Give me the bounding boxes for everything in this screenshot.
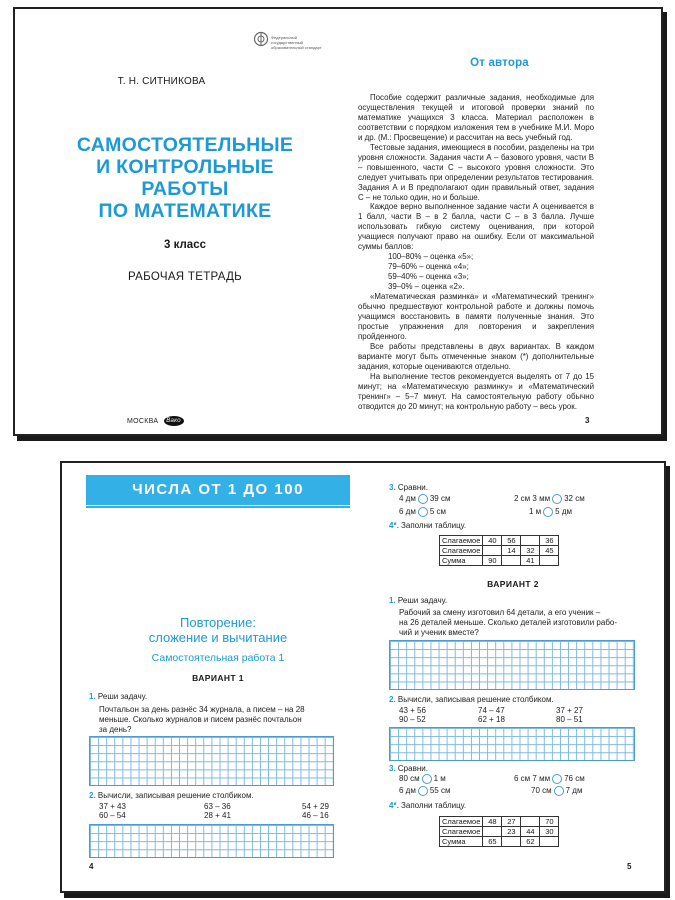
task-label: Вычисли, записывая решение столбиком. xyxy=(397,695,554,704)
title-page xyxy=(15,9,338,434)
sum-table xyxy=(439,816,559,847)
bottom-spread xyxy=(60,461,666,893)
fgos-logo-text: Федеральный государственный образовательный стандарт xyxy=(271,35,322,50)
topic-line: сложение и вычитание xyxy=(148,630,288,645)
compare-item xyxy=(399,786,450,796)
table-row xyxy=(440,817,559,827)
compare-item xyxy=(514,494,585,504)
task-label: Реши задачу. xyxy=(97,692,148,701)
task-2 xyxy=(89,791,254,801)
banner-underline xyxy=(86,506,350,508)
compare-value: 2 см 3 мм xyxy=(514,494,551,504)
title-line: И КОНТРОЛЬНЫЕ xyxy=(96,156,274,178)
task-1 xyxy=(89,692,147,702)
foreword-paragraph: Пособие содержит различные задания, необходимые для осуществления текущей и итоговой проверки знаний по математике учащихся 3 класса. Материал расположен в соответствии с порядком изложения тем в учебнике М.И. Моро и др. (М.: Просвещение) и рассчитан на весь учебный год. xyxy=(358,93,594,142)
row-label: Слагаемое xyxy=(440,817,483,827)
row-label: Слагаемое xyxy=(440,546,483,556)
task-label: Сравни. xyxy=(397,483,428,492)
task-3 xyxy=(389,483,428,493)
sum-table xyxy=(439,535,559,566)
compare-value: 76 см xyxy=(564,774,585,784)
page-5 xyxy=(363,463,664,891)
compare-value: 55 см xyxy=(429,786,451,796)
table-cell[interactable]: 70 xyxy=(540,817,559,827)
title-line: РАБОТЫ xyxy=(141,178,229,200)
compare-circle[interactable] xyxy=(552,494,562,504)
task-number: 2. xyxy=(89,791,96,800)
page-number: 3 xyxy=(585,416,590,425)
variant-heading: ВАРИАНТ 1 xyxy=(192,673,244,683)
expr: 62 + 18 xyxy=(478,715,505,724)
answer-grid[interactable] xyxy=(389,640,635,690)
row-label: Слагаемое xyxy=(440,827,483,837)
work-title: Самостоятельная работа 1 xyxy=(151,652,285,664)
table-cell[interactable]: 45 xyxy=(540,546,559,556)
task-number: 1. xyxy=(89,692,96,701)
fgos-logo-icon xyxy=(253,31,269,61)
row-label: Слагаемое xyxy=(440,536,483,546)
grading-item: 100–80% – оценка «5»; xyxy=(388,252,474,262)
task-text-line: Почтальон за день разнёс 34 журнала, а писем – на 28 xyxy=(99,705,305,714)
grade-label: 3 класс xyxy=(164,239,206,251)
compare-item xyxy=(529,507,572,517)
task-number: 2. xyxy=(389,695,396,704)
compare-value: 32 см xyxy=(564,494,585,504)
compare-circle[interactable] xyxy=(552,774,562,784)
compare-circle[interactable] xyxy=(554,786,564,796)
grading-item: 39–0% – оценка «2». xyxy=(388,282,465,292)
expr: 37 + 27 xyxy=(556,706,583,715)
compare-item xyxy=(399,774,446,784)
publisher-logo: Вако xyxy=(164,416,184,426)
task-label: Заполни таблицу. xyxy=(401,521,467,530)
compare-value: 70 см xyxy=(531,786,552,796)
compare-value: 6 дм xyxy=(399,786,416,796)
compare-value: 7 дм xyxy=(565,786,583,796)
row-label: Сумма xyxy=(440,837,483,847)
table-cell[interactable]: 56 xyxy=(502,536,521,546)
foreword-heading: От автора xyxy=(470,57,529,69)
task-label: Реши задачу. xyxy=(397,596,448,605)
table-cell[interactable]: 36 xyxy=(540,536,559,546)
task-1 xyxy=(389,596,447,606)
foreword-paragraph: «Математическая разминка» и «Математический тренинг» обычно предшествуют контрольной работе и должны помочь учащимся восстановить в памяти полученные знания. Это простые упражнения для повторения и закрепления пройденного. xyxy=(358,292,594,341)
variant-heading: ВАРИАНТ 2 xyxy=(487,579,539,589)
page-number: 5 xyxy=(627,862,632,871)
grading-item: 59–40% – оценка «3»; xyxy=(388,272,469,282)
table-cell[interactable]: 90 xyxy=(483,556,502,566)
table-cell[interactable]: 32 xyxy=(521,546,540,556)
answer-grid[interactable] xyxy=(389,727,635,761)
answer-grid[interactable] xyxy=(89,824,334,858)
table-cell[interactable]: 23 xyxy=(502,827,521,837)
compare-circle[interactable] xyxy=(543,507,553,517)
answer-grid[interactable] xyxy=(89,736,334,786)
foreword-paragraph: Все работы представлены в двух вариантах. В каждом варианте могут быть отмеченные знаком (*) дополнительные задания, которые оцениваются отдельно. xyxy=(358,341,594,371)
expr: 90 – 52 xyxy=(399,715,426,724)
foreword-paragraph: Каждое верно выполненное задание части А оценивается в 1 балл, части В – в 2 балла, части С – в 3 балла. Лучше использовать гибкую систему оценивания, при которой учащиеся получают право на ошибку. Если от максимальной суммы баллов: xyxy=(358,202,594,252)
task-text-line: на 26 деталей меньше. Сколько деталей изготовили рабо- xyxy=(399,618,618,627)
table-cell[interactable]: 41 xyxy=(521,556,540,566)
table-cell[interactable] xyxy=(502,556,521,566)
publisher-line xyxy=(127,416,184,426)
expr: 63 – 36 xyxy=(204,802,231,811)
task-number: 3. xyxy=(389,483,396,492)
book-title xyxy=(35,134,335,222)
compare-value: 1 м xyxy=(529,507,542,517)
table-cell[interactable] xyxy=(540,556,559,566)
table-cell[interactable] xyxy=(502,837,521,847)
task-text-line: Рабочий за смену изготовил 64 детали, а его ученик – xyxy=(399,608,601,617)
compare-circle[interactable] xyxy=(418,507,428,517)
task-1-text xyxy=(99,705,331,735)
author-foreword-page xyxy=(338,9,661,434)
table-row xyxy=(440,556,559,566)
table-cell[interactable]: 40 xyxy=(483,536,502,546)
task-number: 4*. xyxy=(389,521,399,530)
compare-value: 4 дм xyxy=(399,494,416,504)
compare-value: 1 м xyxy=(433,774,446,784)
table-cell[interactable]: 65 xyxy=(483,837,502,847)
task-number: 1. xyxy=(389,596,396,605)
expr: 43 + 56 xyxy=(399,706,426,715)
expr: 80 – 51 xyxy=(556,715,583,724)
table-cell[interactable] xyxy=(483,546,502,556)
author-name: Т. Н. СИТНИКОВА xyxy=(117,76,206,87)
expr: 28 + 41 xyxy=(204,811,231,820)
task-label: Сравни. xyxy=(397,764,428,773)
compare-item xyxy=(399,494,450,504)
table-cell[interactable] xyxy=(483,827,502,837)
table-row xyxy=(440,546,559,556)
topic-title xyxy=(86,615,350,645)
expr: 46 – 16 xyxy=(302,811,329,820)
compare-value: 5 см xyxy=(429,507,447,517)
compare-item xyxy=(514,774,585,784)
city-label: МОСКВА xyxy=(127,417,159,425)
grading-item: 79–60% – оценка «4»; xyxy=(388,262,469,272)
task-1-text xyxy=(399,608,635,638)
table-cell[interactable]: 48 xyxy=(483,817,502,827)
task-4 xyxy=(389,801,466,811)
section-banner: ЧИСЛА ОТ 1 ДО 100 xyxy=(86,475,350,505)
compare-circle[interactable] xyxy=(422,774,432,784)
compare-item xyxy=(531,786,582,796)
table-cell[interactable]: 44 xyxy=(521,827,540,837)
table-row xyxy=(440,536,559,546)
table-cell[interactable]: 30 xyxy=(540,827,559,837)
page-number: 4 xyxy=(89,862,94,871)
compare-circle[interactable] xyxy=(418,494,428,504)
page-4 xyxy=(62,463,363,891)
task-4 xyxy=(389,521,466,531)
top-spread xyxy=(13,7,663,436)
foreword-text xyxy=(358,93,594,412)
workbook-label: РАБОЧАЯ ТЕТРАДЬ xyxy=(127,271,243,283)
table-cell[interactable] xyxy=(540,837,559,847)
task-text-line: чий и ученик вместе? xyxy=(399,628,479,637)
table-cell[interactable]: 14 xyxy=(502,546,521,556)
table-cell[interactable]: 27 xyxy=(502,817,521,827)
task-number: 3. xyxy=(389,764,396,773)
compare-value: 6 дм xyxy=(399,507,416,517)
compare-value: 5 дм xyxy=(555,507,573,517)
task-2 xyxy=(389,695,554,705)
topic-line: Повторение: xyxy=(180,615,256,630)
compare-value: 80 см xyxy=(399,774,420,784)
task-text-line: меньше. Сколько журналов и писем разнёс почтальон xyxy=(99,715,302,724)
expr: 74 – 47 xyxy=(478,706,505,715)
compare-item xyxy=(399,507,446,517)
expr: 60 – 54 xyxy=(99,811,126,820)
compare-value: 39 см xyxy=(429,494,451,504)
task-label: Заполни таблицу. xyxy=(401,801,467,810)
table-cell[interactable]: 62 xyxy=(521,837,540,847)
task-text-line: за день? xyxy=(99,725,132,734)
task-3 xyxy=(389,764,428,774)
row-label: Сумма xyxy=(440,556,483,566)
compare-circle[interactable] xyxy=(418,786,428,796)
table-cell[interactable] xyxy=(521,536,540,546)
foreword-paragraph: Тестовые задания, имеющиеся в пособии, разделены на три уровня сложности. Задания части А – базового уровня, части В – повышенного, части С – высокого уровня сложности. Это следует учитывать при определении результатов тестирования. Задания А и В предполагают один правильный ответ, задания С – не только один, но и больше. xyxy=(358,142,594,202)
table-row xyxy=(440,837,559,847)
expr: 54 + 29 xyxy=(302,802,329,811)
task-label: Вычисли, записывая решение столбиком. xyxy=(97,791,254,800)
title-line: ПО МАТЕМАТИКЕ xyxy=(98,200,272,222)
expr: 37 + 43 xyxy=(99,802,126,811)
foreword-paragraph: На выполнение тестов рекомендуется выделять от 7 до 15 минут; на «Математическую разминку» и «Математический тренинг» – 5–7 минут. На самостоятельную работу обычно отводится до 20 минут; на контрольную работу – весь урок. xyxy=(358,371,594,411)
task-number: 4*. xyxy=(389,801,399,810)
title-line: САМОСТОЯТЕЛЬНЫЕ xyxy=(76,134,294,156)
table-row xyxy=(440,827,559,837)
table-cell[interactable] xyxy=(521,817,540,827)
compare-value: 6 см 7 мм xyxy=(514,774,551,784)
